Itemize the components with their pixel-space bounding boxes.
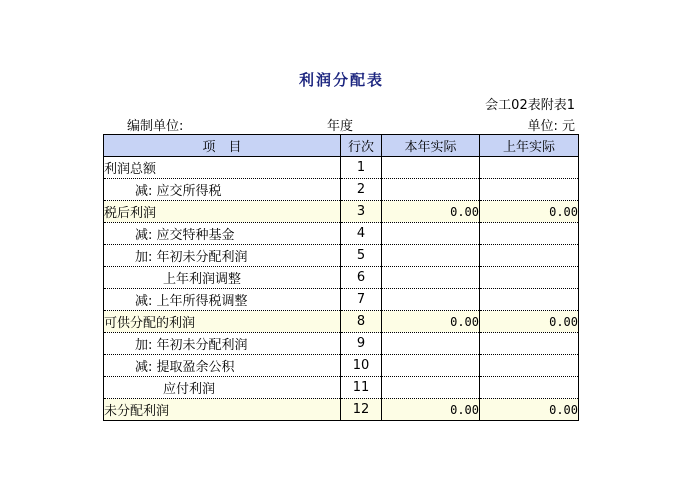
row-line-number-cell[interactable]: 12 [341, 399, 382, 421]
table-row [104, 311, 579, 333]
row-previous-year-cell[interactable] [480, 289, 579, 311]
column-header-current-year: 本年实际 [382, 135, 480, 157]
currency-unit-label: 单位: 元 [527, 119, 575, 134]
year-label: 年度 [327, 119, 354, 134]
column-header-previous-year: 上年实际 [480, 135, 579, 157]
row-line-number-cell[interactable]: 4 [341, 223, 382, 245]
row-previous-year-cell[interactable]: 0.00 [480, 201, 579, 223]
row-current-year-cell[interactable]: 0.00 [382, 399, 480, 421]
row-current-year-cell[interactable] [382, 355, 480, 377]
profit-distribution-table [103, 134, 579, 421]
row-current-year-cell[interactable] [382, 223, 480, 245]
table-row [104, 377, 579, 399]
row-item-cell[interactable]: 应付利润 [104, 377, 341, 399]
table-row [104, 223, 579, 245]
report-title: 利润分配表 [298, 71, 384, 89]
row-previous-year-cell[interactable] [480, 333, 579, 355]
row-current-year-cell[interactable] [382, 157, 480, 179]
table-row [104, 157, 579, 179]
row-previous-year-cell[interactable] [480, 157, 579, 179]
row-line-number-cell[interactable]: 8 [341, 311, 382, 333]
row-previous-year-cell[interactable] [480, 355, 579, 377]
row-item-cell[interactable]: 减: 应交所得税 [104, 179, 341, 201]
row-line-number-cell[interactable]: 10 [341, 355, 382, 377]
row-item-cell[interactable]: 利润总额 [104, 157, 341, 179]
row-item-cell[interactable]: 可供分配的利润 [104, 311, 341, 333]
row-item-cell[interactable]: 未分配利润 [104, 399, 341, 421]
table-row [104, 333, 579, 355]
row-line-number-cell[interactable]: 5 [341, 245, 382, 267]
row-line-number-cell[interactable]: 1 [341, 157, 382, 179]
row-current-year-cell[interactable] [382, 333, 480, 355]
row-previous-year-cell[interactable] [480, 267, 579, 289]
row-line-number-cell[interactable]: 6 [341, 267, 382, 289]
row-current-year-cell[interactable] [382, 179, 480, 201]
row-previous-year-cell[interactable] [480, 179, 579, 201]
row-previous-year-cell[interactable]: 0.00 [480, 399, 579, 421]
column-header-item: 项 目 [104, 135, 341, 157]
row-line-number-cell[interactable]: 9 [341, 333, 382, 355]
column-header-line-no: 行次 [341, 135, 382, 157]
table-header-row [104, 135, 579, 157]
row-current-year-cell[interactable] [382, 289, 480, 311]
row-previous-year-cell[interactable] [480, 223, 579, 245]
table-row [104, 289, 579, 311]
table-row [104, 399, 579, 421]
row-current-year-cell[interactable]: 0.00 [382, 311, 480, 333]
row-previous-year-cell[interactable] [480, 377, 579, 399]
row-line-number-cell[interactable]: 3 [341, 201, 382, 223]
row-line-number-cell[interactable]: 2 [341, 179, 382, 201]
table-row [104, 201, 579, 223]
form-code: 会工02表附表1 [485, 98, 575, 113]
row-current-year-cell[interactable] [382, 267, 480, 289]
table-row [104, 179, 579, 201]
row-current-year-cell[interactable]: 0.00 [382, 201, 480, 223]
row-item-cell[interactable]: 税后利润 [104, 201, 341, 223]
table-row [104, 267, 579, 289]
table-body [104, 157, 579, 421]
row-item-cell[interactable]: 减: 提取盈余公积 [104, 355, 341, 377]
compiler-label: 编制单位: [127, 119, 184, 134]
row-item-cell[interactable]: 上年利润调整 [104, 267, 341, 289]
row-item-cell[interactable]: 减: 应交特种基金 [104, 223, 341, 245]
row-current-year-cell[interactable] [382, 377, 480, 399]
row-current-year-cell[interactable] [382, 245, 480, 267]
row-line-number-cell[interactable]: 7 [341, 289, 382, 311]
table-row [104, 245, 579, 267]
row-item-cell[interactable]: 加: 年初未分配利润 [104, 245, 341, 267]
row-previous-year-cell[interactable]: 0.00 [480, 311, 579, 333]
row-item-cell[interactable]: 减: 上年所得税调整 [104, 289, 341, 311]
row-item-cell[interactable]: 加: 年初未分配利润 [104, 333, 341, 355]
row-previous-year-cell[interactable] [480, 245, 579, 267]
row-line-number-cell[interactable]: 11 [341, 377, 382, 399]
table-row [104, 355, 579, 377]
